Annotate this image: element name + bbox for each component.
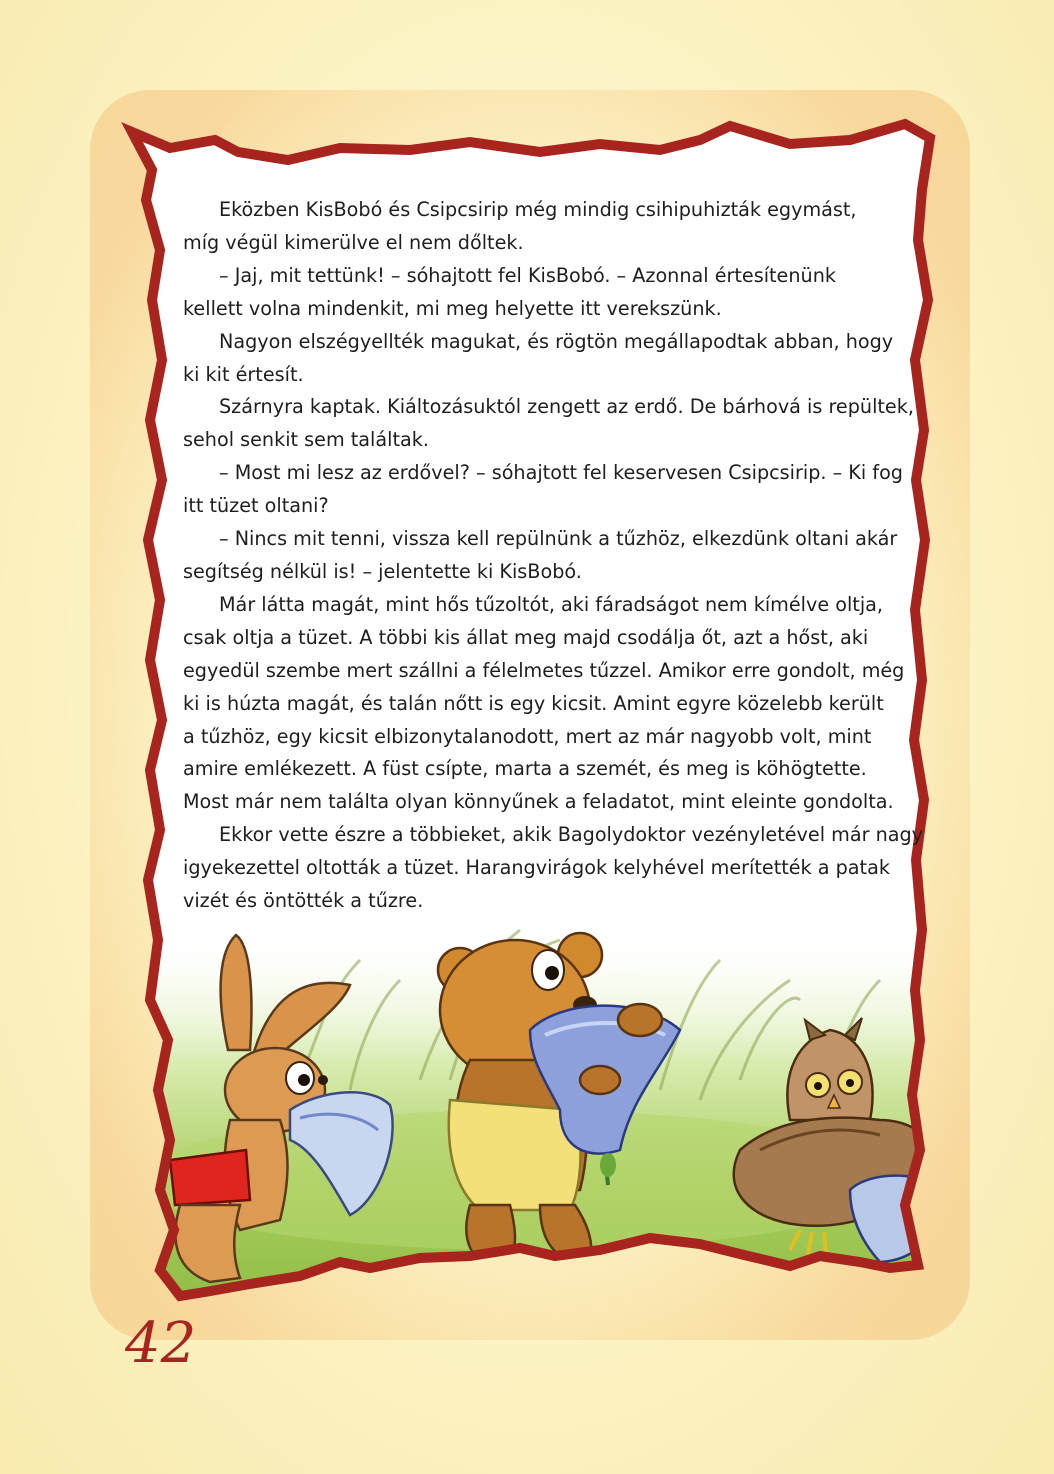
story-paragraph: [183, 523, 903, 589]
story-line: ki kit értesít.: [183, 362, 304, 386]
story-line: amire emlékezett. A füst csípte, marta a szemét, és meg is köhögtette.: [183, 757, 867, 781]
story-paragraph: [183, 457, 903, 523]
story-line: Most már nem találta olyan könnyűnek a feladatot, mint eleinte gondolta.: [183, 790, 894, 814]
story-line: Szárnyra kaptak. Kiáltozásuktól zengett az erdő. De bárhová is repültek,: [219, 395, 914, 419]
story-line: ki is húzta magát, és talán nőtt is egy kicsit. Amint egyre közelebb került: [183, 691, 884, 715]
story-line: – Most mi lesz az erdővel? – sóhajtott fel keservesen Csipcsirip. – Ki fog: [219, 461, 903, 485]
story-line: segítség nélkül is! – jelentette ki KisBobó.: [183, 559, 582, 583]
story-line: itt tüzet oltani?: [183, 494, 329, 518]
story-line: vizét és öntötték a tűzre.: [183, 889, 424, 913]
story-line: igyekezettel oltották a tüzet. Harangvirágok kelyhével merítették a patak: [183, 856, 890, 880]
story-line: csak oltja a tüzet. A többi kis állat meg majd csodálja őt, azt a hőst, aki: [183, 625, 869, 649]
story-paragraph: [183, 819, 924, 918]
story-paragraph: [183, 260, 903, 326]
story-line: a tűzhöz, egy kicsit elbizonytalanodott, mert az már nagyobb volt, mint: [183, 724, 872, 748]
story-line: egyedül szembe mert szállni a félelmetes tűzzel. Amikor erre gondolt, még: [183, 658, 905, 682]
story-line: Már látta magát, mint hős tűzoltót, aki fáradságot nem kímélve oltja,: [219, 592, 884, 616]
story-line: míg végül kimerülve el nem dőltek.: [183, 230, 524, 254]
story-line: Nagyon elszégyellték magukat, és rögtön megállapodtak abban, hogy: [219, 329, 894, 353]
story-line: – Jaj, mit tettünk! – sóhajtott fel KisBobó. – Azonnal értesítenünk: [219, 263, 836, 287]
story-line: sehol senkit sem találtak.: [183, 428, 429, 452]
story-paragraph: [183, 391, 914, 457]
story-paragraph: [183, 194, 903, 260]
page-number: 42: [125, 1311, 197, 1376]
story-line: Ekkor vette észre a többieket, akik Bagolydoktor vezényletével már nagy: [219, 823, 924, 847]
story-text: [183, 194, 924, 918]
story-paragraph: [183, 326, 903, 392]
story-paragraph: [183, 589, 903, 819]
story-line: – Nincs mit tenni, vissza kell repülnünk a tűzhöz, elkezdünk oltani akár: [219, 527, 898, 551]
story-line: Eközben KisBobó és Csipcsirip még mindig csihipuhizták egymást,: [219, 198, 857, 221]
story-line: kellett volna mindenkit, mi meg helyette itt verekszünk.: [183, 296, 722, 320]
